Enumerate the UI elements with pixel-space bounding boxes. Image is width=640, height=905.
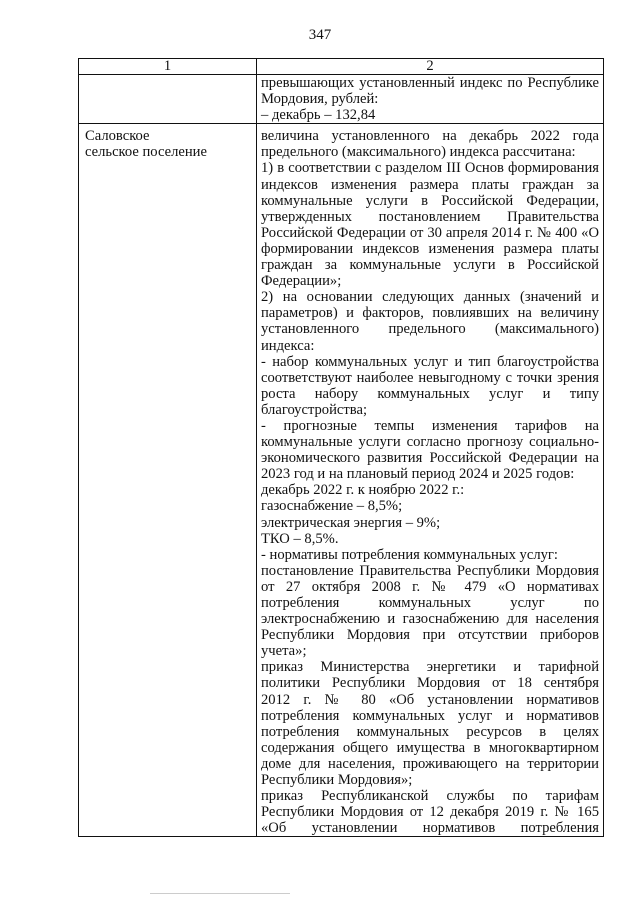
locality-cell — [79, 124, 257, 837]
text-line: постановление Правительства Республики Мордовия — [261, 562, 599, 579]
text-line: приказ Министерства энергетики и тарифной — [261, 659, 599, 676]
text-line: 1) в соответствии с разделом III Основ формирования — [261, 160, 599, 177]
text-line: роста набору коммунальных услуг и типу — [261, 385, 599, 402]
text-line: индексов изменения размера платы граждан за — [261, 176, 599, 193]
text-line: потребления коммунальных услуг по — [261, 595, 599, 611]
text-line: «Об установлении нормативов потребления — [261, 820, 599, 837]
column-header-1: 1 — [79, 59, 257, 75]
table-row-continuation — [79, 75, 604, 124]
text-line: соответствуют наиболее невыгодному с точки зрения — [261, 369, 599, 386]
text-line: параметров) и факторов, повлиявших на величину — [261, 305, 599, 322]
text-line: Республики Мордовия от 12 декабря 2019 г. № 165 — [261, 804, 599, 821]
table-header-row — [79, 59, 604, 75]
document-table — [78, 58, 604, 837]
text-line: Российской Федерации от 30 апреля 2014 г. № 400 «О — [261, 224, 599, 241]
text-line: превышающих установленный индекс по Республике — [261, 75, 599, 91]
text-line: потребления коммунальных услуг и нормативов — [261, 707, 599, 724]
text-line: 2023 год и на плановый период 2024 и 2025 годов: — [261, 466, 575, 483]
text-line: индекса: — [261, 337, 315, 354]
locality-type-line: сельское поселение — [85, 144, 207, 161]
text-line: экономического развития Российской Федерации на — [261, 450, 599, 467]
text-line: Федерации»; — [261, 273, 342, 290]
row-first-text-cell — [257, 75, 604, 124]
column-header-2: 2 — [257, 59, 604, 75]
text-line: - набор коммунальных услуг и тип благоустройства — [261, 353, 599, 370]
text-line: доме для населения, проживающего на территории — [261, 755, 599, 772]
index-description-cell — [257, 124, 604, 837]
text-line: – декабрь – 132,84 — [261, 107, 376, 124]
text-line: величина установленного на декабрь 2022 года — [261, 128, 599, 145]
text-line: приказ Республиканской службы по тарифам — [261, 788, 599, 805]
text-line: ТКО – 8,5%. — [261, 530, 339, 547]
text-line: от 27 октября 2008 г. № 479 «О нормативах — [261, 578, 599, 595]
locality-name-line: Саловское — [85, 128, 150, 145]
text-line: Республики Мордовия»; — [261, 772, 413, 789]
text-line: благоустройства; — [261, 401, 368, 418]
scan-edge-line — [150, 893, 290, 894]
text-line: Мордовия, рублей: — [261, 91, 379, 108]
text-line: электрическая энергия – 9%; — [261, 514, 441, 531]
text-line: граждан за коммунальные услуги в Российской — [261, 257, 599, 274]
text-line: 2012 г. № 80 «Об установлении нормативов — [261, 691, 599, 708]
text-line: коммунальные услуги в Российской Федерации, — [261, 192, 599, 209]
table-row-salovskoe — [79, 124, 604, 837]
text-line: предельного (максимального) индекса рассчитана: — [261, 144, 576, 161]
text-line: декабрь 2022 г. к ноябрю 2022 г.: — [261, 482, 465, 499]
text-line: утвержденных постановлением Правительства — [261, 208, 599, 225]
text-line: установленного предельного (максимального) — [261, 321, 599, 338]
text-line: содержания общего имущества в многоквартирном — [261, 739, 599, 756]
text-line: коммунальные услуги согласно прогнозу социально- — [261, 434, 599, 451]
text-line: политики Республики Мордовия от 18 сентября — [261, 675, 599, 692]
text-line: 2) на основании следующих данных (значений и — [261, 289, 599, 306]
text-line: газоснабжение – 8,5%; — [261, 498, 403, 515]
text-line: электроснабжению и газоснабжению для населения — [261, 611, 599, 628]
page-number: 347 — [308, 27, 332, 43]
text-line: учета»; — [261, 643, 307, 660]
text-line: - нормативы потребления коммунальных услуг: — [261, 546, 558, 563]
text-line: формировании индексов изменения размера платы — [261, 240, 599, 257]
text-line: - прогнозные темпы изменения тарифов на — [261, 417, 599, 434]
text-line: Республики Мордовия при отсутствии приборов — [261, 627, 599, 644]
row-first-locality-cell — [79, 75, 257, 124]
text-line: потребления коммунальных ресурсов в целях — [261, 723, 599, 740]
